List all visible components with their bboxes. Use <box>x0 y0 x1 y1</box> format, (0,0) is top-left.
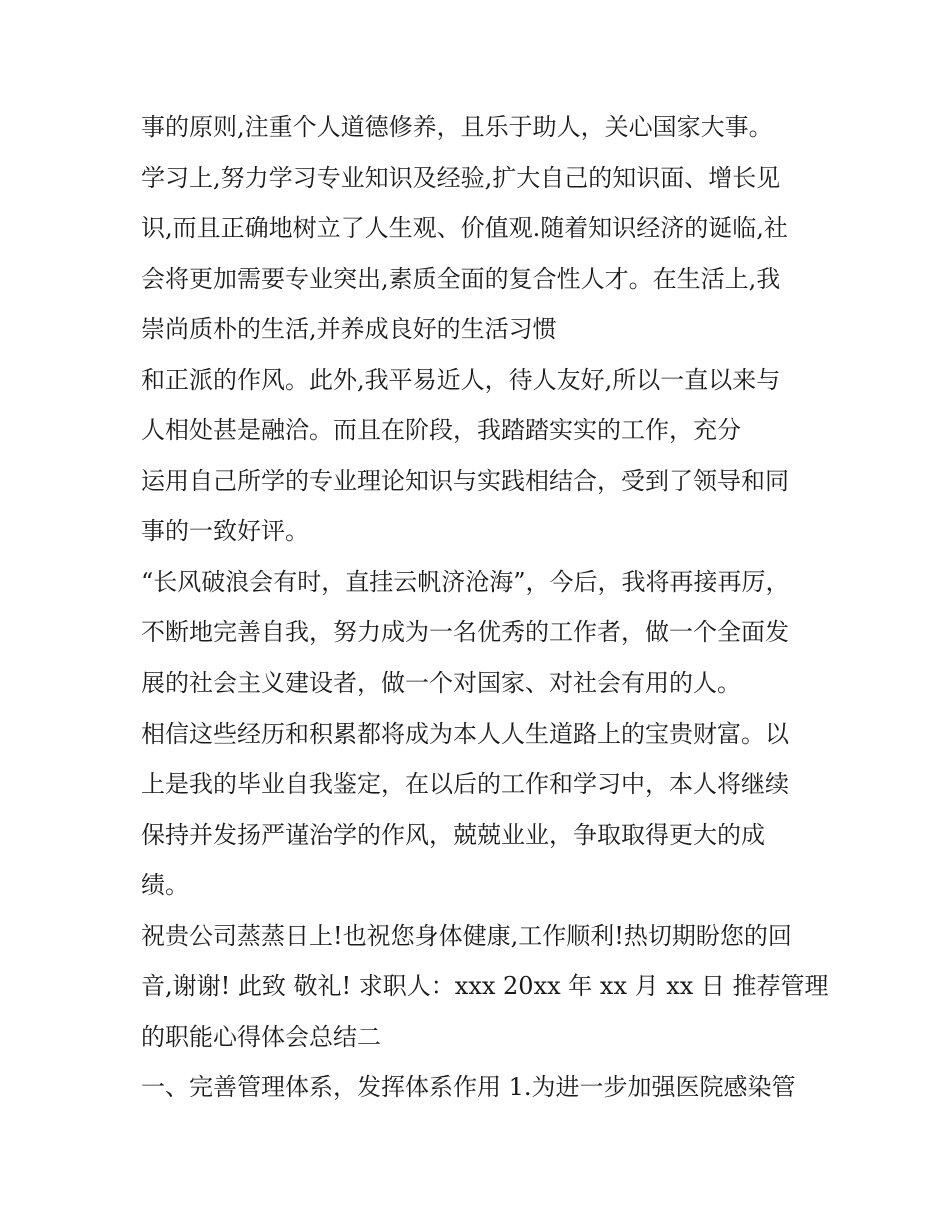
document-body <box>141 108 829 1119</box>
text-line-1: 事的原则,注重个人道德修养，且乐于助人，关心国家大事。 <box>141 113 773 141</box>
text-line-11: 不断地完善自我，努力成为一名优秀的工作者，做一个全面发 <box>141 618 789 647</box>
text-line-17: 祝贵公司蒸蒸日上!也祝您身体健康,工作顺利!热切期盼您的回 <box>141 921 792 950</box>
text-line-7: 人相处甚是融洽。而且在阶段，我踏踏实实的工作，充分 <box>141 416 741 445</box>
text-line-10: “长风破浪会有时，直挂云帆济沧海”，今后，我将再接再厉， <box>141 567 790 596</box>
text-line-3: 识,而且正确地树立了人生观、价值观.随着知识经济的诞临,社 <box>141 214 788 243</box>
text-line-14: 上是我的毕业自我鉴定，在以后的工作和学习中，本人将继续 <box>141 770 789 799</box>
text-line-12: 展的社会主义建设者，做一个对国家、对社会有用的人。 <box>141 669 741 698</box>
text-line-16: 绩。 <box>141 871 189 900</box>
text-line-9: 事的一致好评。 <box>141 517 309 546</box>
text-line-19: 的职能心得体会总结二 <box>141 1022 381 1051</box>
text-line-15: 保持并发扬严谨治学的作风，兢兢业业，争取取得更大的成 <box>141 820 765 849</box>
text-line-2: 学习上,努力学习专业知识及经验,扩大自己的知识面、增长见 <box>141 163 781 192</box>
text-line-20: 一、完善管理体系，发挥体系作用 1.为进一步加强医院感染管 <box>141 1073 796 1102</box>
text-line-18: 音,谢谢! 此致 敬礼! 求职人：xxx 20xx 年 xx 月 xx 日 推荐管理 <box>141 972 829 1001</box>
text-line-13: 相信这些经历和积累都将成为本人人生道路上的宝贵财富。以 <box>141 719 789 748</box>
text-line-8: 运用自己所学的专业理论知识与实践相结合，受到了领导和同 <box>141 466 789 495</box>
text-line-6: 和正派的作风。此外,我平易近人，待人友好,所以一直以来与 <box>141 365 781 394</box>
text-line-4: 会将更加需要专业突出,素质全面的复合性人才。在生活上,我 <box>141 264 781 293</box>
text-line-5: 崇尚质朴的生活,并养成良好的生活习惯 <box>141 315 557 344</box>
